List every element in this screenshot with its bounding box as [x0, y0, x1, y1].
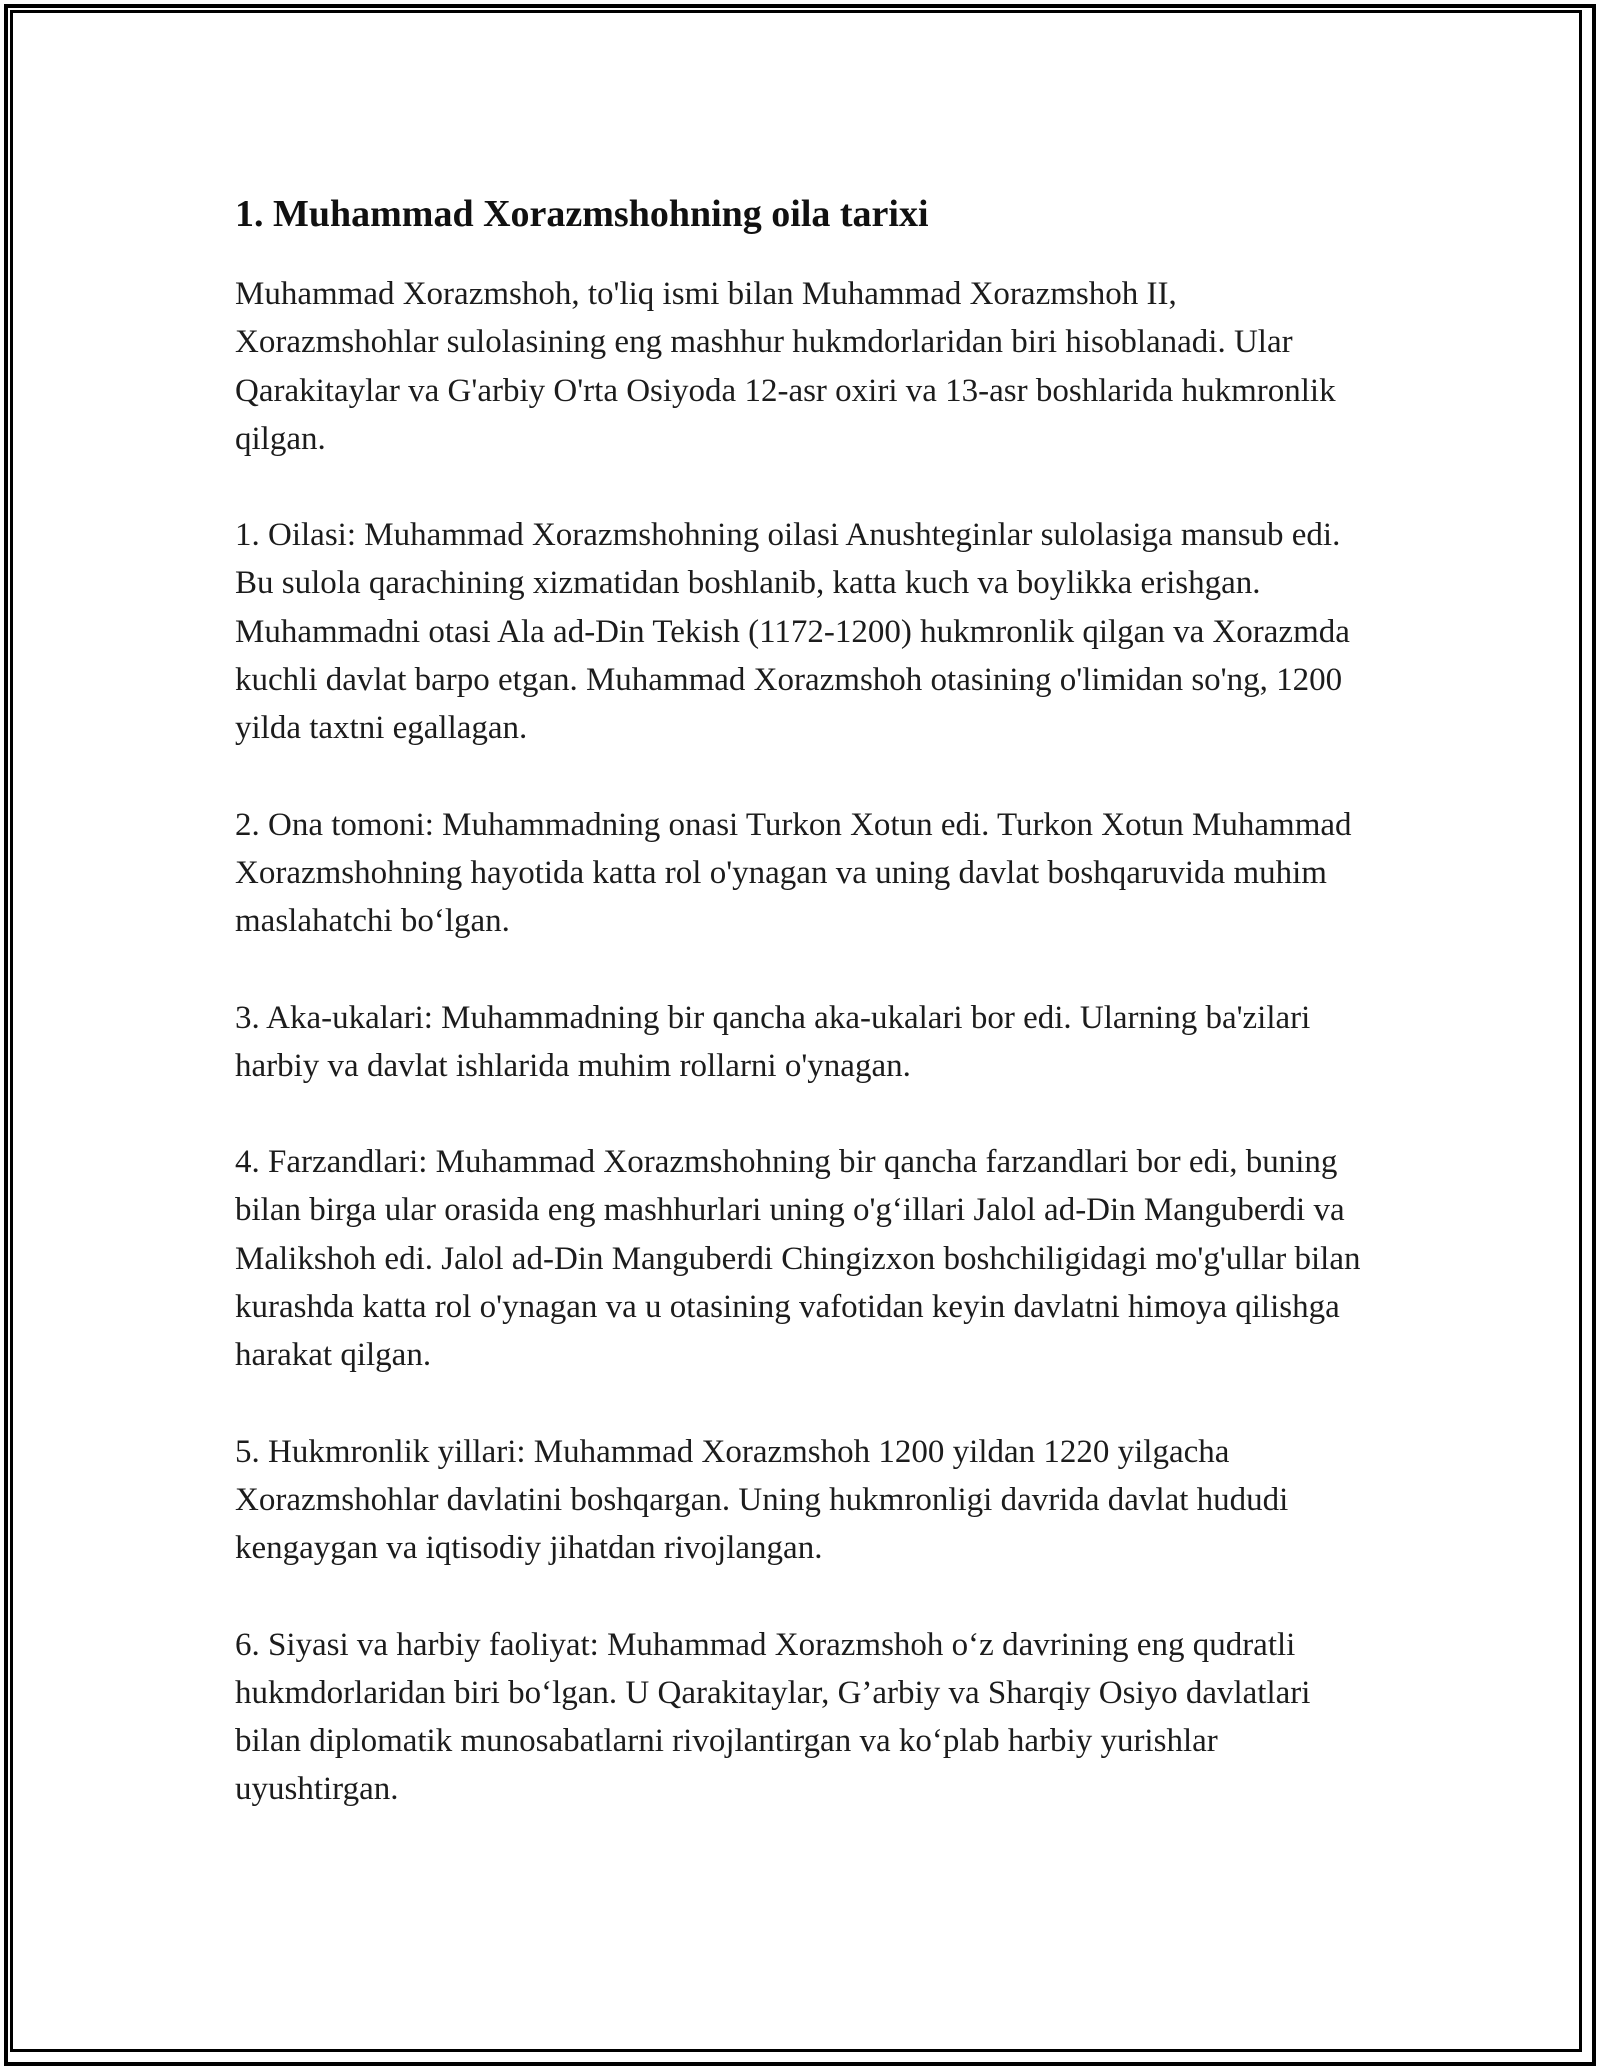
paragraph-political-military: 6. Siyasi va harbiy faoliyat: Muhammad Xorazmshoh oʻz davrining eng qudratli hukmdorlaridan biri boʻlgan. U Qarakitaylar, G’arbiy va Sharqiy Osiyo davlatlari bilan diplomatik munosabatlarni rivojlantirgan va koʻplab harbiy yurishlar uyushtirgan. — [235, 1626, 1311, 1808]
paragraph-mother-side: 2. Ona tomoni: Muhammadning onasi Turkon Xotun edi. Turkon Xotun Muhammad Xorazmshohning hayotida katta rol o'ynagan va uning davlat boshqaruvida muhim maslahatchi boʻlgan. — [235, 806, 1352, 940]
paragraph-intro: Muhammad Xorazmshoh, to'liq ismi bilan Muhammad Xorazmshoh II, Xorazmshohlar sulolasining eng mashhur hukmdorlaridan biri hisoblanadi. Ular Qarakitaylar va G'arbiy O'rta Osiyoda 12-asr oxiri va 13-asr boshlarida hukmronlik qilgan. — [235, 276, 1336, 457]
document-title: 1. Muhammad Xorazmshohning oila tarixi — [235, 193, 929, 235]
paragraph-reign-years: 5. Hukmronlik yillari: Muhammad Xorazmshoh 1200 yildan 1220 yilgacha Xorazmshohlar davlatini boshqargan. Uning hukmronligi davrida davlat hududi kengaygan va iqtisodiy jihatdan rivojlangan. — [235, 1433, 1289, 1567]
paragraph-siblings: 3. Aka-ukalari: Muhammadning bir qancha aka-ukalari bor edi. Ularning ba'zilari harbiy va davlat ishlarida muhim rollarni o'ynagan. — [235, 999, 1311, 1084]
document-body — [235, 186, 1365, 1862]
paragraph-family: 1. Oilasi: Muhammad Xorazmshohning oilasi Anushteginlar sulolasiga mansub edi. Bu sulola qarachining xizmatidan boshlanib, katta kuch va boylikka erishgan. Muhammadni otasi Ala ad-Din Tekish (1172-1200) hukmronlik qilgan va Xorazmda kuchli davlat barpo etgan. Muhammad Xorazmshoh otasining o'limidan so'ng, 1200 yilda taxtni egallagan. — [235, 517, 1350, 747]
paragraph-children: 4. Farzandlari: Muhammad Xorazmshohning bir qancha farzandlari bor edi, buning bilan birga ular orasida eng mashhurlari uning o'gʻillari Jalol ad-Din Manguberdi va Malikshoh edi. Jalol ad-Din Manguberdi Chingizxon boshchiligidagi mo'g'ullar bilan kurashda katta rol o'ynagan va u otasining vafotidan keyin davlatni himoya qilishga harakat qilgan. — [235, 1144, 1361, 1374]
